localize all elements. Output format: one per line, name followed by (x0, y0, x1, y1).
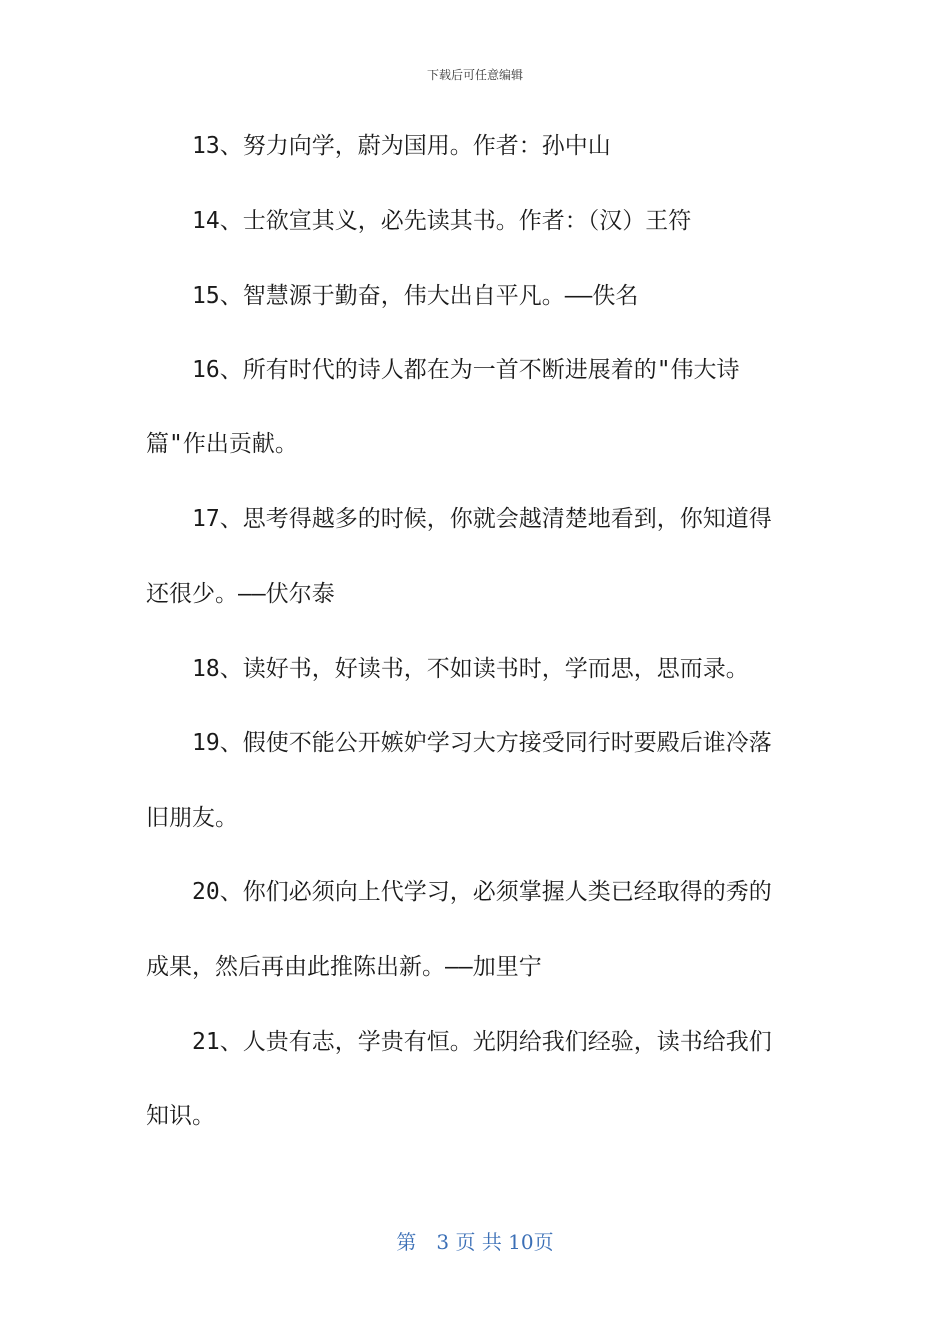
page-number-footer: 第 3 页 共 10页 (396, 1230, 554, 1254)
quote-line: 13、努力向学，蔚为国用。作者：孙中山 (192, 133, 611, 159)
quote-line: 20、你们必须向上代学习，必须掌握人类已经取得的秀的 (192, 879, 772, 905)
quote-line-continuation: 成果，然后再由此推陈出新。——加里宁 (146, 954, 542, 980)
quote-line: 16、所有时代的诗人都在为一首不断进展着的"伟大诗 (192, 357, 740, 383)
quote-line-continuation: 旧朋友。 (146, 805, 238, 831)
quote-line-continuation: 篇"作出贡献。 (146, 431, 298, 457)
quote-line: 21、人贵有志，学贵有恒。光阴给我们经验，读书给我们 (192, 1029, 772, 1055)
quote-line-continuation: 还很少。——伏尔泰 (146, 581, 335, 607)
quote-line: 19、假使不能公开嫉妒学习大方接受同行时要殿后谁冷落 (192, 730, 772, 756)
quote-line: 15、智慧源于勤奋，伟大出自平凡。——佚名 (192, 283, 639, 309)
quote-line: 17、思考得越多的时候，你就会越清楚地看到，你知道得 (192, 506, 772, 532)
quote-line-continuation: 知识。 (146, 1103, 215, 1129)
quote-line: 14、士欲宣其义，必先读其书。作者：（汉）王符 (192, 208, 692, 234)
page-header: 下载后可任意编辑 (426, 68, 523, 82)
quote-line: 18、读好书，好读书，不如读书时，学而思，思而录。 (192, 656, 749, 682)
